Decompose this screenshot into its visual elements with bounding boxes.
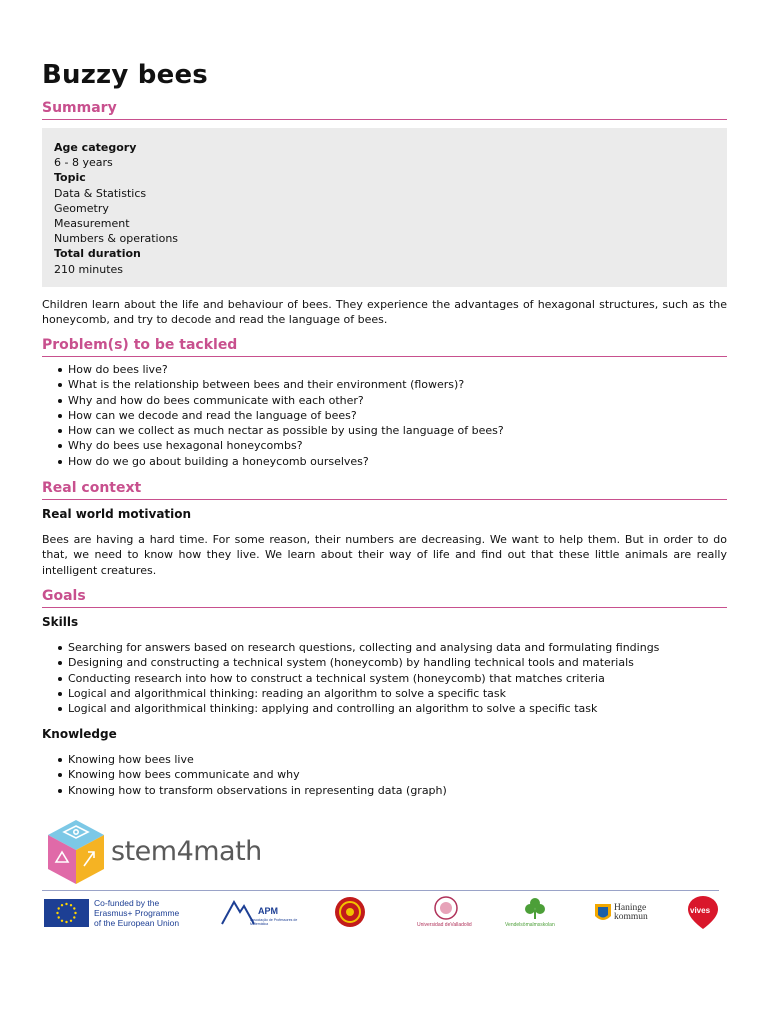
- page-title: Buzzy bees: [42, 60, 208, 90]
- list-item: How do bees live?: [42, 362, 504, 377]
- vives-logo: vives: [687, 896, 719, 932]
- topic-item: Numbers & operations: [54, 232, 179, 246]
- list-item: Designing and constructing a technical system (honeycomb) by handling technical tools and materials: [42, 655, 659, 670]
- duration-label: Total duration: [54, 247, 141, 261]
- stem4math-logo: [44, 818, 284, 888]
- eu-cofunded-text: Co-funded by the Erasmus+ Programme of the European Union: [94, 898, 180, 928]
- seal-icon: [333, 896, 367, 930]
- list-item: How can we collect as much nectar as possible by using the language of bees?: [42, 423, 504, 438]
- shield-icon: [595, 904, 611, 924]
- age-category-label: Age category: [54, 141, 137, 154]
- clover-icon: [523, 896, 547, 920]
- vendelso-logo: Vendelsömalmsskolan: [505, 896, 565, 932]
- knowledge-list: [42, 752, 447, 798]
- summary-box: [42, 128, 727, 287]
- eu-flag-icon: [44, 899, 89, 927]
- brand-name: stem4math: [111, 836, 262, 867]
- topic-item: Geometry: [54, 201, 109, 215]
- list-item: What is the relationship between bees and their environment (flowers)?: [42, 377, 504, 392]
- topic-item: Measurement: [54, 217, 130, 231]
- list-item: Why and how do bees communicate with each other?: [42, 393, 504, 408]
- knowledge-heading: Knowledge: [42, 727, 117, 741]
- section-heading-real-context: Real context: [42, 480, 727, 500]
- list-item: Logical and algorithmical thinking: applying and controlling an algorithm to solve a specific task: [42, 701, 659, 716]
- topic-item: Data & Statistics: [54, 186, 147, 200]
- list-item: Searching for answers based on research questions, collecting and analysing data and formulating findings: [42, 640, 659, 655]
- topic-label: Topic: [54, 171, 86, 185]
- age-category-value: 6 - 8 years: [54, 156, 113, 170]
- list-item: How do we go about building a honeycomb ourselves?: [42, 454, 504, 469]
- real-world-motivation-heading: Real world motivation: [42, 507, 192, 521]
- duration-value: 210 minutes: [54, 262, 124, 276]
- list-item: Why do bees use hexagonal honeycombs?: [42, 438, 504, 453]
- intro-paragraph: Children learn about the life and behaviour of bees. They experience the advantages of hexagonal structures, such as the honeycomb, and try to decode and read the language of bees.: [42, 298, 727, 327]
- haninge-logo: [595, 896, 655, 932]
- crest-icon: [434, 896, 458, 920]
- cube-icon: [44, 818, 108, 888]
- haninge-text: Haninge kommun: [614, 903, 648, 922]
- skills-list: [42, 640, 659, 716]
- apm-logo: APM Associação de Professores de Matemática: [220, 896, 300, 932]
- list-item: Knowing how to transform observations in representing data (graph): [42, 783, 447, 798]
- problems-list: [42, 362, 504, 469]
- skills-heading: Skills: [42, 615, 79, 629]
- list-item: Knowing how bees communicate and why: [42, 767, 447, 782]
- list-item: Knowing how bees live: [42, 752, 447, 767]
- section-heading-problems: Problem(s) to be tackled: [42, 337, 727, 357]
- list-item: Logical and algorithmical thinking: reading an algorithm to solve a specific task: [42, 686, 659, 701]
- footer-divider: [42, 890, 719, 891]
- valladolid-logo: Universidad deValladolid: [417, 896, 477, 932]
- list-item: Conducting research into how to construct a technical system (honeycomb) that matches criteria: [42, 671, 659, 686]
- section-heading-goals: Goals: [42, 588, 727, 608]
- section-heading-summary: Summary: [42, 100, 727, 120]
- list-item: How can we decode and read the language of bees?: [42, 408, 504, 423]
- real-context-paragraph: Bees are having a hard time. For some reason, their numbers are decreasing. We want to help them. But in order to do that, we need to know how they live. We learn about their way of life and find out that these little animals are really intelligent creatures.: [42, 533, 727, 577]
- school-seal-logo: [333, 896, 367, 932]
